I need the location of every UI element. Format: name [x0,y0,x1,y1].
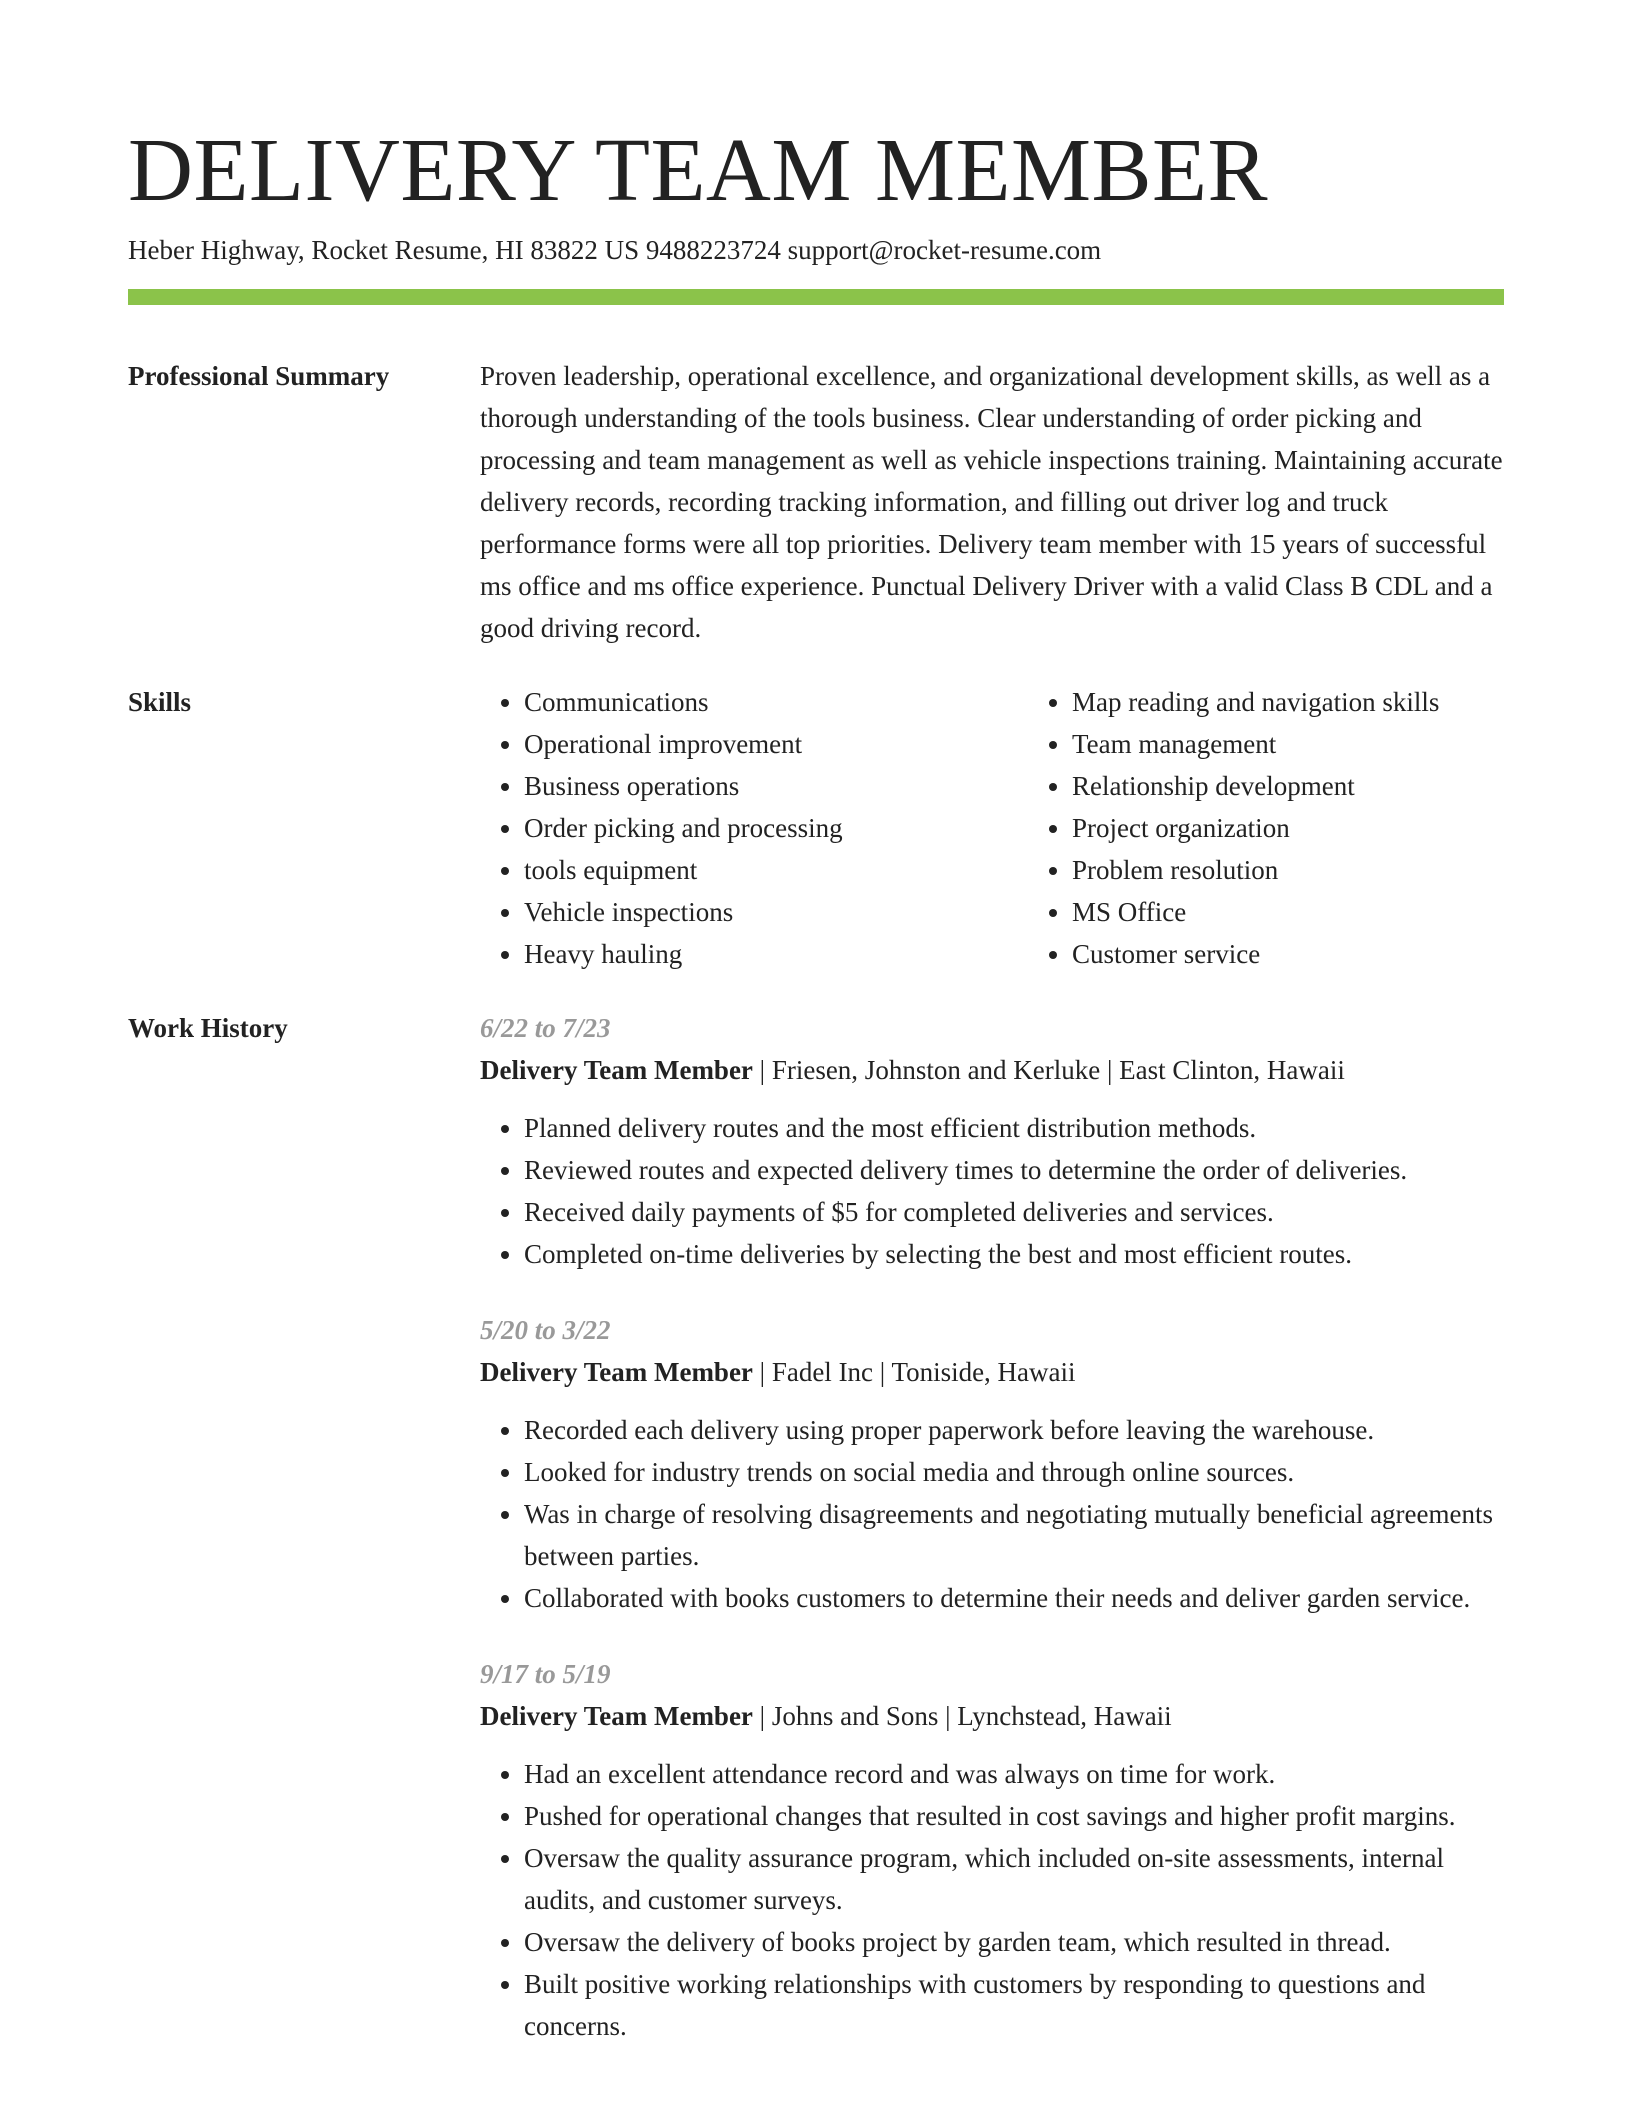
skill-item: • Map reading and navigation skills [1072,681,1504,723]
job-bullets [480,1753,1504,2047]
job-bullet: • Received daily payments of $5 for completed deliveries and services. [524,1191,1504,1233]
job-bullet: • Planned delivery routes and the most efficient distribution methods. [524,1107,1504,1149]
job-title: Delivery Team Member [480,1701,753,1731]
job-bullets [480,1107,1504,1275]
skill-item: • Heavy hauling [524,933,1028,975]
job-employer-location: | Friesen, Johnston and Kerluke | East Clinton, Hawaii [752,1055,1345,1085]
contact-line: Heber Highway, Rocket Resume, HI 83822 US 9488223724 support@rocket-resume.com [128,235,1102,265]
accent-divider [128,289,1504,305]
job-bullet: • Built positive working relationships with customers by responding to questions and concerns. [524,1963,1504,2047]
resume-title: DELIVERY TEAM MEMBER [128,121,1269,220]
skill-item: • MS Office [1072,891,1504,933]
job-bullet: • Reviewed routes and expected delivery times to determine the order of deliveries. [524,1149,1504,1191]
summary-section [128,355,1504,649]
job-bullet: • Oversaw the quality assurance program, which included on-site assessments, internal audits, and customer surveys. [524,1837,1504,1921]
job-entry [480,1653,1504,2047]
job-heading [480,1049,1504,1091]
skill-item: • Project organization [1072,807,1504,849]
skill-item: • Order picking and processing [524,807,1028,849]
skill-item: • Vehicle inspections [524,891,1028,933]
job-dates: 9/17 to 5/19 [480,1659,611,1689]
job-bullet: • Was in charge of resolving disagreements and negotiating mutually beneficial agreements between parties. [524,1493,1504,1577]
job-bullet: • Completed on-time deliveries by selecting the best and most efficient routes. [524,1233,1504,1275]
job-heading [480,1695,1504,1737]
skill-item: • Problem resolution [1072,849,1504,891]
skill-item: • Communications [524,681,1028,723]
job-bullet: • Pushed for operational changes that resulted in cost savings and higher profit margins. [524,1795,1504,1837]
skill-item: • tools equipment [524,849,1028,891]
job-entry [480,1007,1504,1275]
work-history-heading: Work History [128,1013,288,1043]
summary-text: Proven leadership, operational excellence, and organizational development skills, as well as a thorough understanding of the tools business. Clear understanding of order picking and processing and team management as well as vehicle inspections training. Maintaining accurate delivery records, recording tracking information, and filling out driver log and truck performance forms were all top priorities. Delivery team member with 15 years of successful ms office and ms office experience. Punctual Delivery Driver with a valid Class B CDL and a good driving record. [480,361,1503,643]
job-employer-location: | Johns and Sons | Lynchstead, Hawaii [752,1701,1172,1731]
skills-heading: Skills [128,687,192,717]
job-title: Delivery Team Member [480,1357,753,1387]
job-bullets [480,1409,1504,1619]
skill-item: • Operational improvement [524,723,1028,765]
job-heading [480,1351,1504,1393]
skill-item: • Customer service [1072,933,1504,975]
resume-page [128,0,1504,2047]
skills-list-left [480,681,1028,975]
job-employer-location: | Fadel Inc | Toniside, Hawaii [752,1357,1076,1387]
skill-item: • Team management [1072,723,1504,765]
skills-section [128,681,1504,975]
job-bullet: • Recorded each delivery using proper paperwork before leaving the warehouse. [524,1409,1504,1451]
summary-heading: Professional Summary [128,361,390,391]
job-bullet: • Collaborated with books customers to determine their needs and deliver garden service. [524,1577,1504,1619]
job-bullet: • Had an excellent attendance record and was always on time for work. [524,1753,1504,1795]
skill-item: • Business operations [524,765,1028,807]
work-history-section [128,1007,1504,2047]
job-dates: 5/20 to 3/22 [480,1315,611,1345]
job-entry [480,1309,1504,1619]
skill-item: • Relationship development [1072,765,1504,807]
skills-list-right [1028,681,1504,975]
job-bullet: • Oversaw the delivery of books project by garden team, which resulted in thread. [524,1921,1504,1963]
job-bullet: • Looked for industry trends on social media and through online sources. [524,1451,1504,1493]
job-title: Delivery Team Member [480,1055,753,1085]
job-dates: 6/22 to 7/23 [480,1013,611,1043]
